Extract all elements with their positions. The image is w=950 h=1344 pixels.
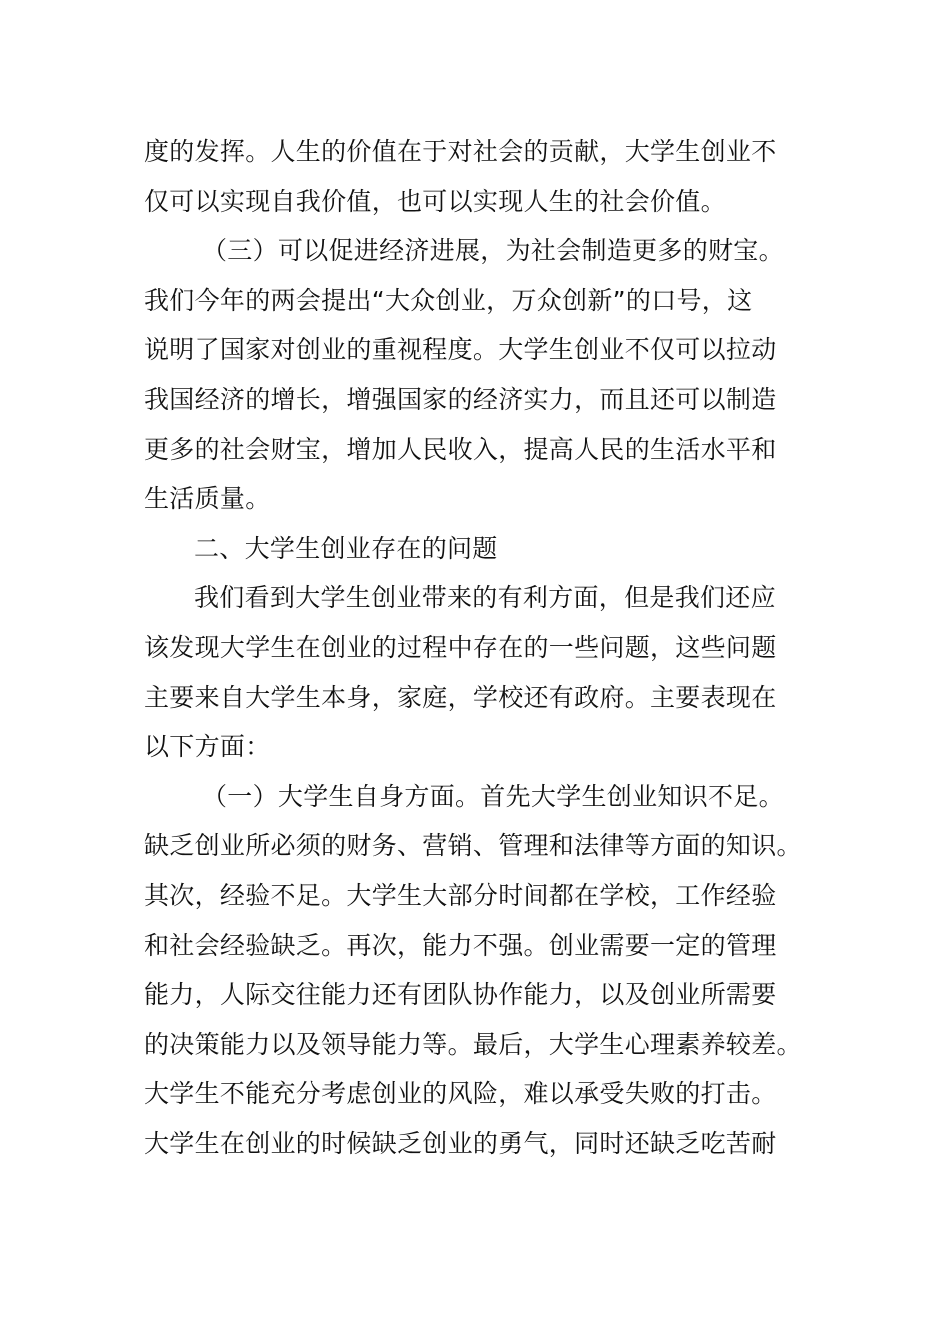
text-line: 生活质量。 [144, 484, 271, 514]
text-line: 仅可以实现自我价值，也可以实现人生的社会价值。 [144, 186, 726, 216]
text-line: 大学生在创业的时候缺乏创业的勇气，同时还缺乏吃苦耐 [144, 1128, 777, 1158]
text-line: 和社会经验缺乏。再次，能力不强。创业需要一定的管理 [144, 930, 777, 960]
document-body [144, 127, 804, 1168]
text-line: 更多的社会财宝，增加人民收入，提高人民的生活水平和 [144, 434, 777, 464]
text-line: 度的发挥。人生的价值在于对社会的贡献，大学生创业不 [144, 137, 777, 166]
text-line: 缺乏创业所必须的财务、营销、管理和法律等方面的知识。 [144, 831, 802, 861]
text-line: 我们看到大学生创业带来的有利方面，但是我们还应 [194, 583, 776, 613]
text-line: 大学生不能充分考虑创业的风险，难以承受失败的打击。 [144, 1079, 777, 1109]
section-heading-2: 二、大学生创业存在的问题 [194, 533, 498, 563]
text-line: 以下方面： [144, 732, 271, 762]
text-line: 该发现大学生在创业的过程中存在的一些问题，这些问题 [144, 632, 777, 662]
text-line: 主要来自大学生本身，家庭，学校还有政府。主要表现在 [144, 682, 777, 712]
text-line: 我国经济的增长，增强国家的经济实力，而且还可以制造 [144, 384, 777, 414]
text-line: 的决策能力以及领导能力等。最后，大学生心理素养较差。 [144, 1029, 802, 1059]
text-line: 说明了国家对创业的重视程度。大学生创业不仅可以拉动 [144, 335, 777, 365]
text-line: 其次，经验不足。大学生大部分时间都在学校，工作经验 [144, 880, 777, 910]
text-line: 我们今年的两会提出“大众创业，万众创新”的口号，这 [144, 285, 753, 315]
section-heading-1: （一）大学生自身方面。首先大学生创业知识不足。 [202, 781, 784, 811]
section-heading-3: （三）可以促进经济进展，为社会制造更多的财宝。 [202, 236, 784, 266]
text-line: 能力，人际交往能力还有团队协作能力，以及创业所需要 [144, 980, 777, 1010]
